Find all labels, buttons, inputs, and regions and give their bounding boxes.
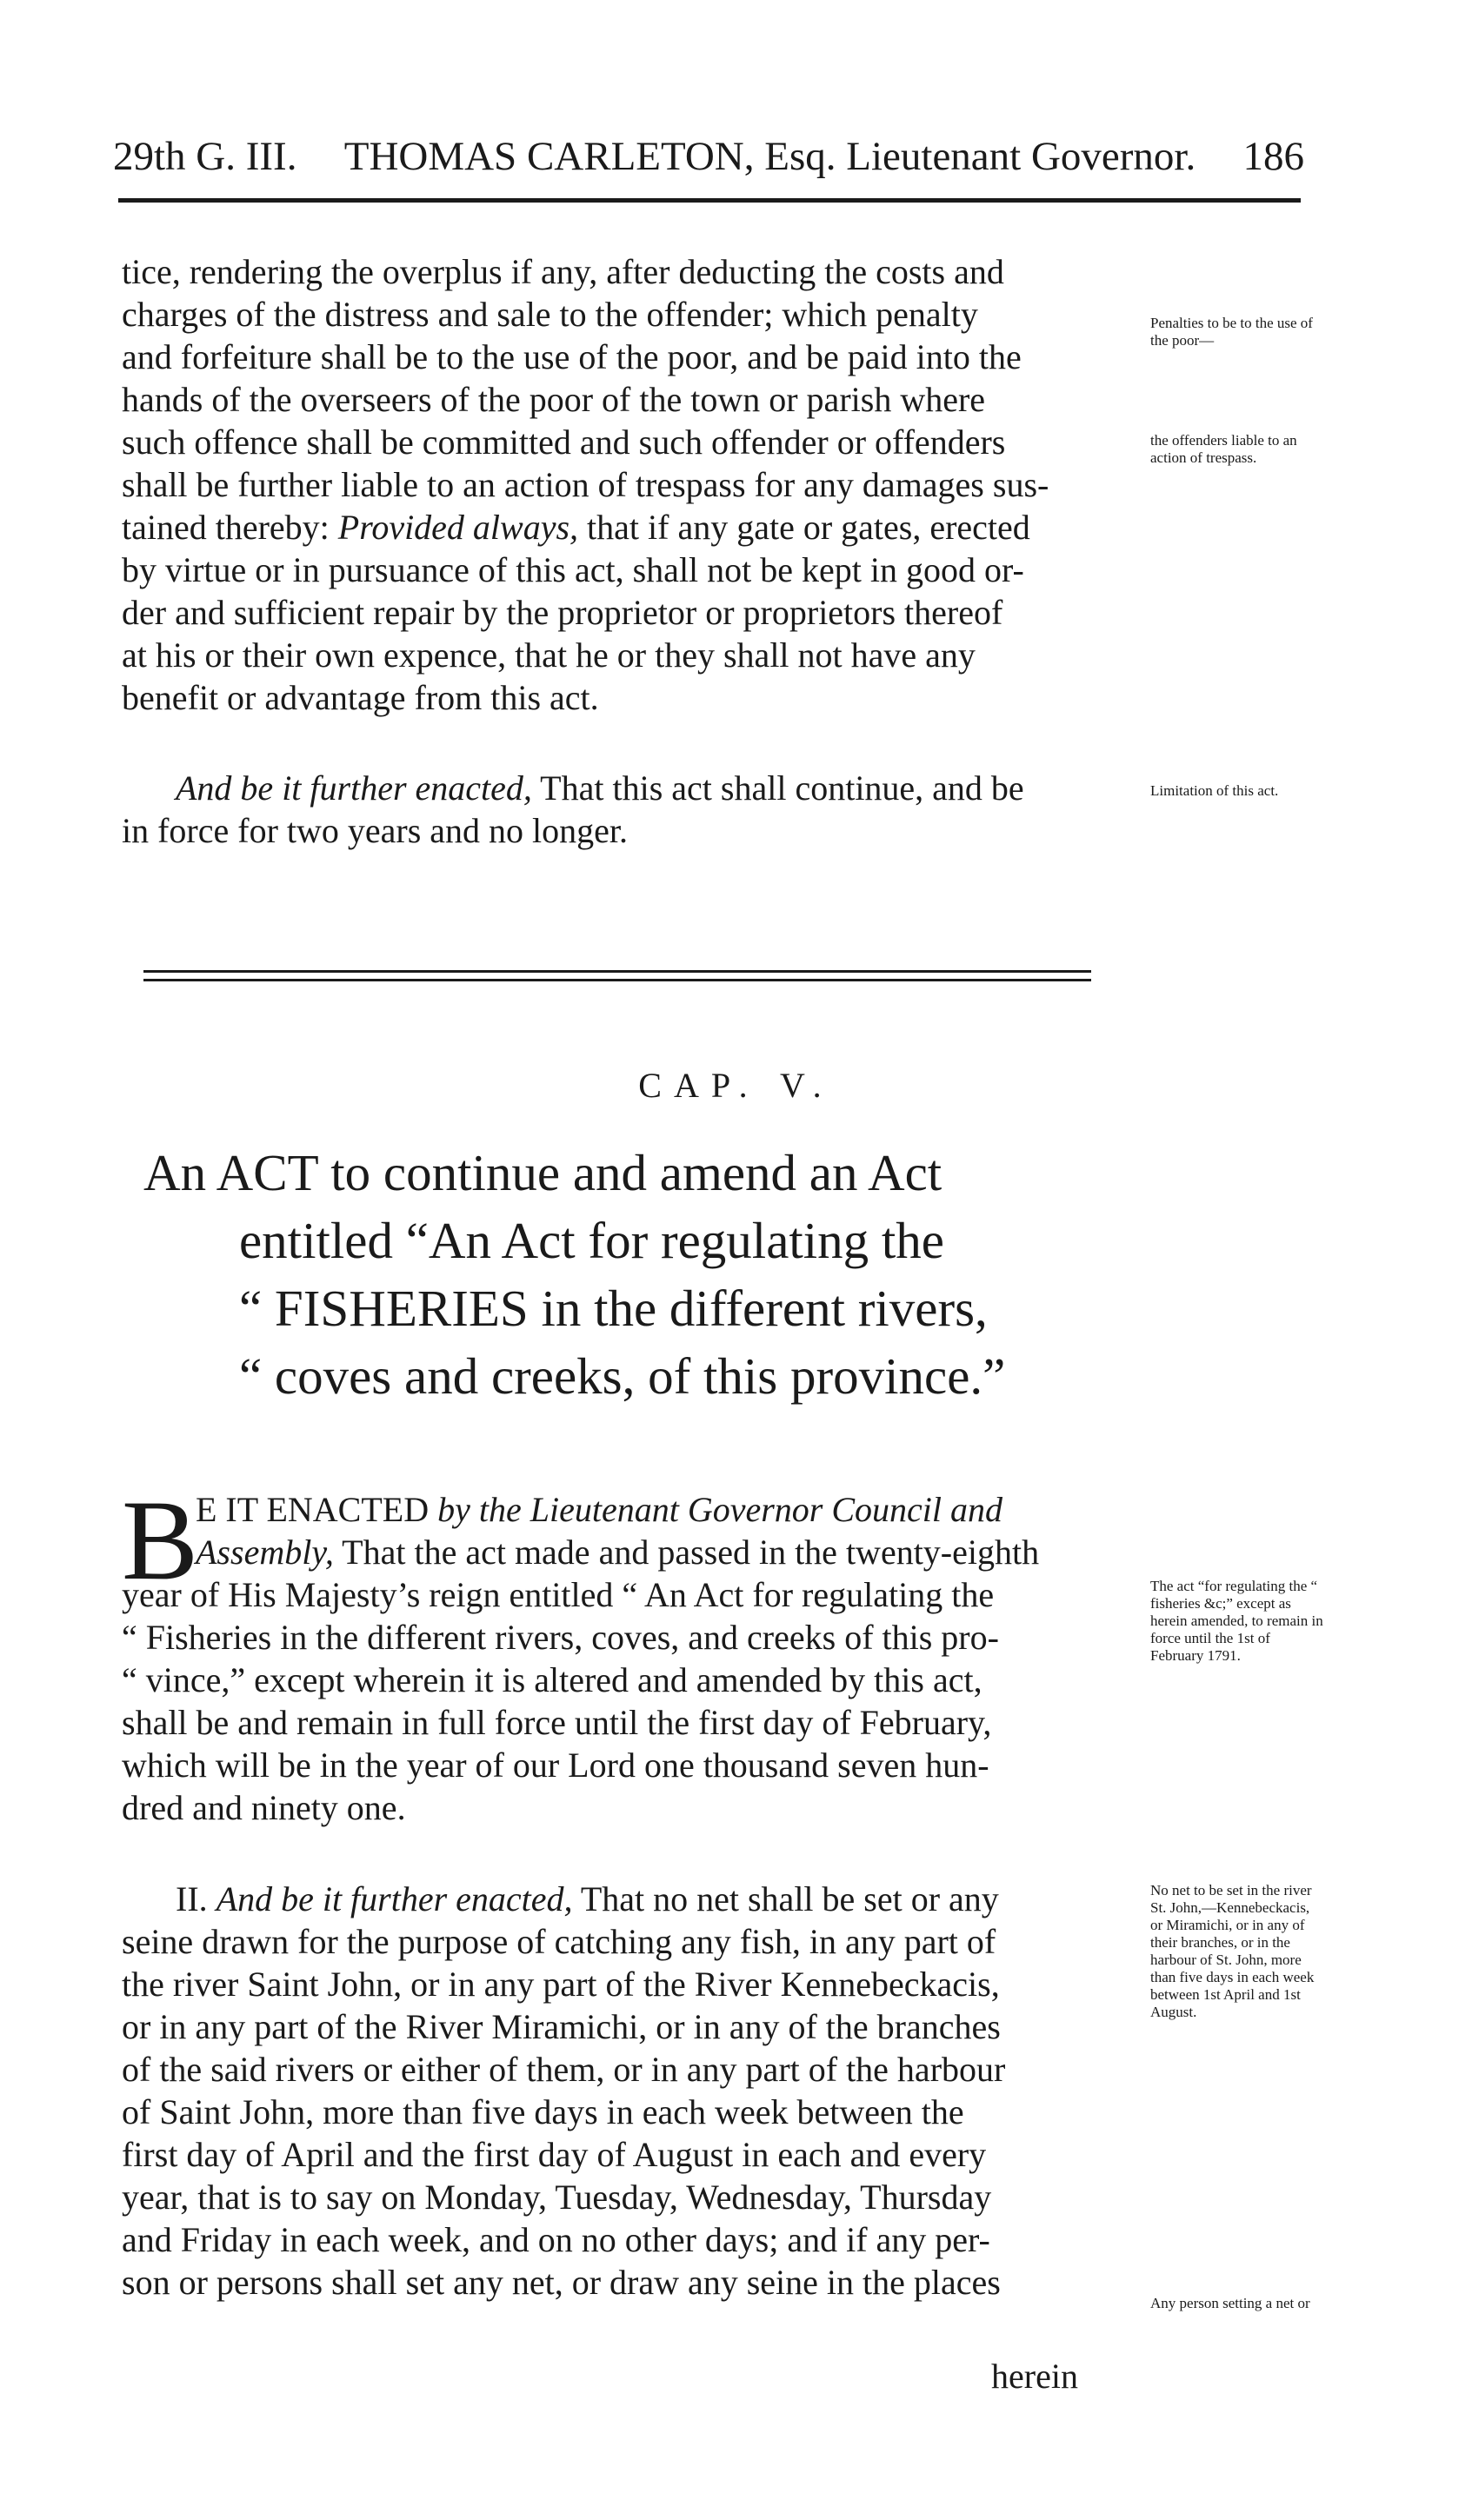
running-header <box>113 130 1304 183</box>
limitation-paragraph <box>122 767 1130 852</box>
text-fragment: tained thereby: <box>122 508 338 547</box>
text-line: “ vince,” except wherein it is altered and amended by this act, <box>122 1660 982 1699</box>
text-line: by virtue or in pursuance of this act, shall not be kept in good or- <box>122 550 1024 589</box>
text-line: shall be and remain in full force until the first day of February, <box>122 1703 992 1742</box>
text-line: or in any part of the River Miramichi, or in any of the branches <box>122 2007 1001 2046</box>
margin-note-limitation: Limitation of this act. <box>1150 782 1279 799</box>
text-line <box>196 1531 1130 1573</box>
section-one-paragraph <box>122 1573 1130 1829</box>
text-line: “ Fisheries in the different rivers, coves, and creeks of this pro- <box>122 1618 999 1657</box>
text-line: year, that is to say on Monday, Tuesday, Wednesday, Thursday <box>122 2178 992 2217</box>
enacting-phrase-italic: And be it further enacted, <box>216 1879 573 1918</box>
text-line: tice, rendering the overplus if any, after deducting the costs and <box>122 252 1004 291</box>
text-line: of Saint John, more than five days in each week between the <box>122 2092 964 2131</box>
text-line: the river Saint John, or in any part of the River Kennebeckacis, <box>122 1965 1000 2004</box>
act-title <box>143 1139 1130 1410</box>
enacting-phrase-italic: And be it further enacted, <box>176 768 532 808</box>
text-fragment: That the act made and passed in the twenty-eighth <box>333 1533 1040 1572</box>
text-line: shall be further liable to an action of trespass for any damages sus- <box>122 465 1049 504</box>
text-line: at his or their own expence, that he or they shall not have any <box>122 635 976 675</box>
page-number: 186 <box>1242 134 1304 179</box>
text-line: dred and ninety one. <box>122 1788 406 1827</box>
text-line <box>122 1878 1130 1920</box>
margin-note-no-net: No net to be set in the river St. John,—Kennebeckacis, or Miramichi, or in any of their branches, or in the harbour of St. John, more than five days in each week between 1st April and 1st August. <box>1150 1882 1315 2020</box>
text-line: of the said rivers or either of them, or in any part of the harbour <box>122 2050 1006 2089</box>
text-line: der and sufficient repair by the proprietor or proprietors thereof <box>122 593 1003 632</box>
drop-cap: B <box>122 1476 199 1604</box>
text-line: year of His Majesty’s reign entitled “ An Act for regulating the <box>122 1575 995 1614</box>
text-line: first day of April and the first day of August in each and every <box>122 2135 987 2174</box>
act-title-line: “ coves and creeks, of this province.” <box>239 1347 1006 1405</box>
margin-note-penalties: Penalties to be to the use of the poor— <box>1150 315 1313 349</box>
text-line: which will be in the year of our Lord one thousand seven hun- <box>122 1745 989 1785</box>
text-fragment: that if any gate or gates, erected <box>578 508 1030 547</box>
text-line: seine drawn for the purpose of catching any fish, in any part of <box>122 1922 996 1961</box>
margin-note-any-person: Any person setting a net or <box>1150 2295 1310 2311</box>
text-line <box>196 1488 1130 1531</box>
text-fragment: E IT ENACTED <box>196 1490 438 1529</box>
section-numeral: II. <box>176 1879 216 1918</box>
text-line <box>122 506 1130 549</box>
text-line <box>122 767 1130 809</box>
text-line: and forfeiture shall be to the use of the poor, and be paid into the <box>122 337 1022 376</box>
chapter-heading: CAP. V. <box>638 1066 834 1105</box>
assembly-italic: Assembly, <box>196 1533 334 1572</box>
catchword: herein <box>991 2357 1078 2396</box>
section-divider-bottom <box>143 979 1091 981</box>
text-line: such offence shall be committed and such offender or offenders <box>122 422 1006 462</box>
text-line: and Friday in each week, and on no other days; and if any per- <box>122 2220 990 2259</box>
provided-always-italic: Provided always, <box>337 508 579 547</box>
text-fragment: That this act shall continue, and be <box>531 768 1024 808</box>
act-title-line: An ACT to continue and amend an Act <box>143 1144 942 1201</box>
text-line: son or persons shall set any net, or draw any seine in the places <box>122 2263 1001 2302</box>
text-line: in force for two years and no longer. <box>122 811 629 850</box>
act-title-line: entitled “An Act for regulating the <box>239 1212 944 1269</box>
header-rule <box>118 198 1301 203</box>
enacting-opening-lines <box>196 1488 1130 1573</box>
section-divider-top <box>143 970 1091 973</box>
text-fragment: That no net shall be set or any <box>572 1879 999 1918</box>
margin-note-act-remains: The act “for regulating the “ fisheries &c;” except as herein amended, to remain in force until the 1st of February 1791. <box>1150 1578 1323 1664</box>
text-line: hands of the overseers of the poor of the town or parish where <box>122 380 986 419</box>
section-two-paragraph <box>122 1878 1130 2304</box>
continuation-paragraph <box>122 250 1130 719</box>
margin-note-offenders: the offenders liable to an action of trespass. <box>1150 432 1297 466</box>
header-regnal-year: 29th G. III. <box>113 134 297 179</box>
act-title-line: “ FISHERIES in the different rivers, <box>239 1280 988 1337</box>
enacting-authority-italic: by the Lieutenant Governor Council and <box>437 1490 1003 1529</box>
text-line: charges of the distress and sale to the offender; which penalty <box>122 295 978 334</box>
text-line: benefit or advantage from this act. <box>122 678 599 717</box>
header-title: THOMAS CARLETON, Esq. Lieutenant Governor. <box>343 134 1196 179</box>
